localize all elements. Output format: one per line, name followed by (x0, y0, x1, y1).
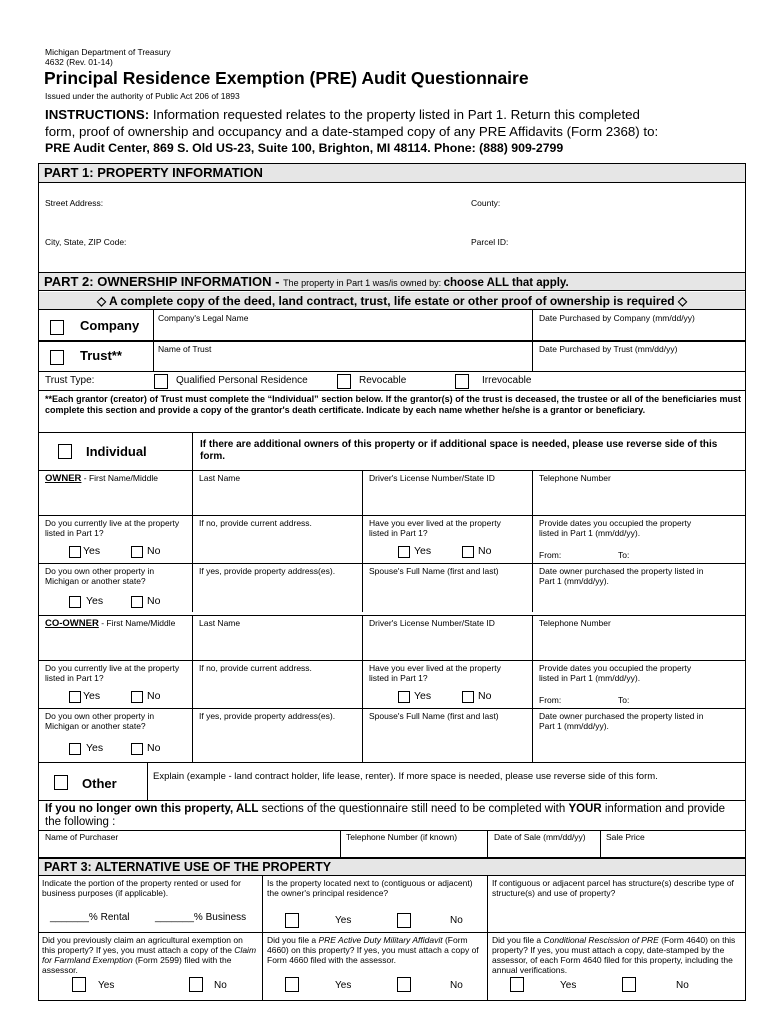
owner-own-other-no-checkbox[interactable] (131, 596, 143, 608)
owner-first-name-field[interactable]: OWNER - First Name/Middle (45, 473, 158, 484)
coowner-own-other-question: Do you own other property in Michigan or another state? (45, 711, 155, 731)
owner-ever-lived-yes-checkbox[interactable] (398, 546, 410, 558)
no-label: No (450, 980, 463, 991)
q-contiguous: Is the property located next to (contiguous or adjacent) the owner's principal residence? (267, 878, 473, 898)
instructions-label: INSTRUCTIONS: (45, 107, 150, 122)
no-label: No (450, 915, 463, 926)
instructions-text-2: form, proof of ownership and occupancy and a date-stamped copy of any PRE Affidavits (Form 2368) to: (45, 124, 659, 139)
form-number: 4632 (Rev. 01-14) (45, 57, 113, 67)
no-label: No (478, 545, 492, 557)
owner-current-address-field[interactable]: If no, provide current address. (199, 518, 312, 528)
q-structures: If contiguous or adjacent parcel has structure(s) describe type of structure(s) and use of property? (492, 878, 734, 898)
individual-checkbox[interactable] (58, 444, 72, 459)
irrevocable-label: Irrevocable (482, 375, 532, 386)
owner-date-purchased-field[interactable]: Date owner purchased the property listed in Part 1 (mm/dd/yy). (539, 566, 704, 586)
rescission-no-checkbox[interactable] (622, 977, 636, 992)
other-note: Explain (example - land contract holder, life lease, renter). If more space is needed, please use reverse side of this form. (153, 771, 658, 782)
irrevocable-checkbox[interactable] (455, 374, 469, 389)
agricultural-no-checkbox[interactable] (189, 977, 203, 992)
return-address: PRE Audit Center, 869 S. Old US-23, Suite 100, Brighton, MI 48114. Phone: (888) 909-2799 (45, 141, 564, 155)
coowner-date-purchased-field[interactable]: Date owner purchased the property listed in Part 1 (mm/dd/yy). (539, 711, 704, 731)
trust-name-field[interactable]: Name of Trust (158, 344, 212, 354)
q-rescission: Did you file a Conditional Rescission of PRE (Form 4640) on this property? If yes, you must attach a copy, date-stamped by the assessor, of each Form 4640 filed for this property, including the annual verifications. (492, 935, 736, 975)
coowner-ever-lived-yes-checkbox[interactable] (398, 691, 410, 703)
qpr-label: Qualified Personal Residence (176, 375, 308, 386)
coowner-own-other-no-checkbox[interactable] (131, 743, 143, 755)
yes-label: Yes (86, 742, 104, 754)
coowner-current-address-field[interactable]: If no, provide current address. (199, 663, 312, 673)
owner-other-address-field[interactable]: If yes, provide property address(es). (199, 566, 336, 576)
coowner-own-other-yes-checkbox[interactable] (69, 743, 81, 755)
sale-date-field[interactable]: Date of Sale (mm/dd/yy) (494, 832, 586, 842)
no-label: No (147, 742, 161, 754)
company-legal-name-field[interactable]: Company's Legal Name (158, 313, 249, 323)
revocable-checkbox[interactable] (337, 374, 351, 389)
coowner-live-no-checkbox[interactable] (131, 691, 143, 703)
individual-label: Individual (86, 444, 147, 459)
yes-label: Yes (98, 980, 115, 991)
street-address-label: Street Address: (45, 198, 104, 208)
q-rented-portion: Indicate the portion of the property rented or used for business purposes (if applicable). (42, 878, 241, 898)
q-agricultural: Did you previously claim an agricultural exemption on this property? If yes, you must attach a copy of the Claim for Farmland Exemption (Form 2599) filed with the assessor. (42, 935, 257, 975)
coowner-license-field[interactable]: Driver's License Number/State ID (369, 618, 495, 628)
sale-price-field[interactable]: Sale Price (606, 832, 645, 842)
owner-live-yes-checkbox[interactable] (69, 546, 81, 558)
yes-label: Yes (414, 545, 432, 557)
coowner-spouse-name-field[interactable]: Spouse's Full Name (first and last) (369, 711, 499, 721)
agricultural-yes-checkbox[interactable] (72, 977, 86, 992)
contiguous-yes-checkbox[interactable] (285, 913, 299, 928)
yes-label: Yes (414, 690, 432, 702)
coowner-ever-lived-question: Have you ever lived at the property listed in Part 1? (369, 663, 501, 683)
coowner-phone-field[interactable]: Telephone Number (539, 618, 611, 628)
rescission-yes-checkbox[interactable] (510, 977, 524, 992)
instructions (45, 106, 745, 157)
no-longer-own-note: If you no longer own this property, ALL sections of the questionnaire still need to be completed with YOUR information and provide the following : (45, 803, 726, 828)
page-title: Principal Residence Exemption (PRE) Audit Questionnaire (44, 68, 529, 88)
other-label: Other (82, 776, 117, 791)
coowner-from-date-field[interactable]: From: (539, 695, 562, 705)
other-checkbox[interactable] (54, 775, 68, 790)
city-label: City, State, ZIP Code: (45, 237, 127, 247)
contiguous-no-checkbox[interactable] (397, 913, 411, 928)
company-label: Company (80, 318, 140, 333)
owner-own-other-yes-checkbox[interactable] (69, 596, 81, 608)
owner-last-name-field[interactable]: Last Name (199, 473, 241, 483)
business-percent-field[interactable]: _______% Business (155, 912, 247, 923)
military-no-checkbox[interactable] (397, 977, 411, 992)
yes-label: Yes (83, 690, 101, 702)
trust-date-field[interactable]: Date Purchased by Trust (mm/dd/yy) (539, 344, 678, 354)
yes-label: Yes (86, 595, 104, 607)
company-checkbox[interactable] (50, 320, 64, 335)
no-label: No (147, 595, 161, 607)
department: Michigan Department of Treasury (45, 47, 171, 57)
no-label: No (147, 690, 161, 702)
no-label: No (478, 690, 492, 702)
authority: Issued under the authority of Public Act 206 of 1893 (45, 91, 240, 101)
owner-license-field[interactable]: Driver's License Number/State ID (369, 473, 495, 483)
purchaser-name-field[interactable]: Name of Purchaser (45, 832, 119, 842)
owner-from-date-field[interactable]: From: (539, 550, 562, 560)
coowner-first-name-field[interactable]: CO-OWNER - First Name/Middle (45, 618, 176, 629)
no-label: No (676, 980, 689, 991)
coowner-live-yes-checkbox[interactable] (69, 691, 81, 703)
no-label: No (214, 980, 227, 991)
owner-spouse-name-field[interactable]: Spouse's Full Name (first and last) (369, 566, 499, 576)
part2-header: PART 2: OWNERSHIP INFORMATION - The property in Part 1 was/is owned by: choose ALL that apply. (39, 273, 745, 291)
owner-ever-lived-no-checkbox[interactable] (462, 546, 474, 558)
owner-phone-field[interactable]: Telephone Number (539, 473, 611, 483)
owner-ever-lived-question: Have you ever lived at the property listed in Part 1? (369, 518, 501, 538)
owner-dates-occupied-field[interactable]: Provide dates you occupied the property listed in Part 1 (mm/dd/yy). (539, 518, 692, 538)
revocable-label: Revocable (359, 375, 407, 386)
coowner-dates-occupied-field[interactable]: Provide dates you occupied the property listed in Part 1 (mm/dd/yy). (539, 663, 692, 683)
owner-live-no-checkbox[interactable] (131, 546, 143, 558)
q-military: Did you file a PRE Active Duty Military Affidavit (Form 4660) on this property? If yes, you must attach a copy of Form 4660 filed with the assessor. (267, 935, 479, 965)
no-label: No (147, 545, 161, 557)
owner-own-other-question: Do you own other property in Michigan or another state? (45, 566, 155, 586)
coowner-ever-lived-no-checkbox[interactable] (462, 691, 474, 703)
county-label: County: (471, 198, 501, 208)
trust-label: Trust** (80, 348, 122, 363)
individual-note: If there are additional owners of this property or if additional space is needed, please use reverse side of this form. (200, 439, 718, 462)
yes-label: Yes (335, 980, 352, 991)
owner-to-date-field[interactable]: To: (618, 550, 630, 560)
instructions-text: Information requested relates to the property listed in Part 1. Return this completed (152, 107, 640, 122)
yes-label: Yes (83, 545, 101, 557)
coowner-last-name-field[interactable]: Last Name (199, 618, 241, 628)
coowner-other-address-field[interactable]: If yes, provide property address(es). (199, 711, 336, 721)
military-yes-checkbox[interactable] (285, 977, 299, 992)
trust-checkbox[interactable] (50, 350, 64, 365)
rental-percent-field[interactable]: _______% Rental (50, 912, 130, 923)
coowner-to-date-field[interactable]: To: (618, 695, 630, 705)
trust-type-label: Trust Type: (45, 375, 95, 386)
coowner-live-question: Do you currently live at the property listed in Part 1? (45, 663, 180, 683)
proof-banner: ◇ A complete copy of the deed, land contract, trust, life estate or other proof of ownership is required ◇ (39, 292, 745, 310)
yes-label: Yes (335, 915, 352, 926)
trust-note: **Each grantor (creator) of Trust must complete the “Individual” section below. If the grantor(s) of the trust is deceased, the trustee or all of the beneficiaries must complete this section and provide a copy of the grantor's death certificate. Indicate by each name whether he/she is a grantor or beneficiary. (45, 394, 741, 415)
qpr-checkbox[interactable] (154, 374, 168, 389)
owner-live-question: Do you currently live at the property listed in Part 1? (45, 518, 180, 538)
company-date-field[interactable]: Date Purchased by Company (mm/dd/yy) (539, 313, 695, 323)
purchaser-phone-field[interactable]: Telephone Number (if known) (346, 832, 458, 842)
parcel-id-label: Parcel ID: (471, 237, 509, 247)
part3-header: PART 3: ALTERNATIVE USE OF THE PROPERTY (39, 859, 745, 876)
yes-label: Yes (560, 980, 577, 991)
part1-header: PART 1: PROPERTY INFORMATION (39, 164, 745, 183)
